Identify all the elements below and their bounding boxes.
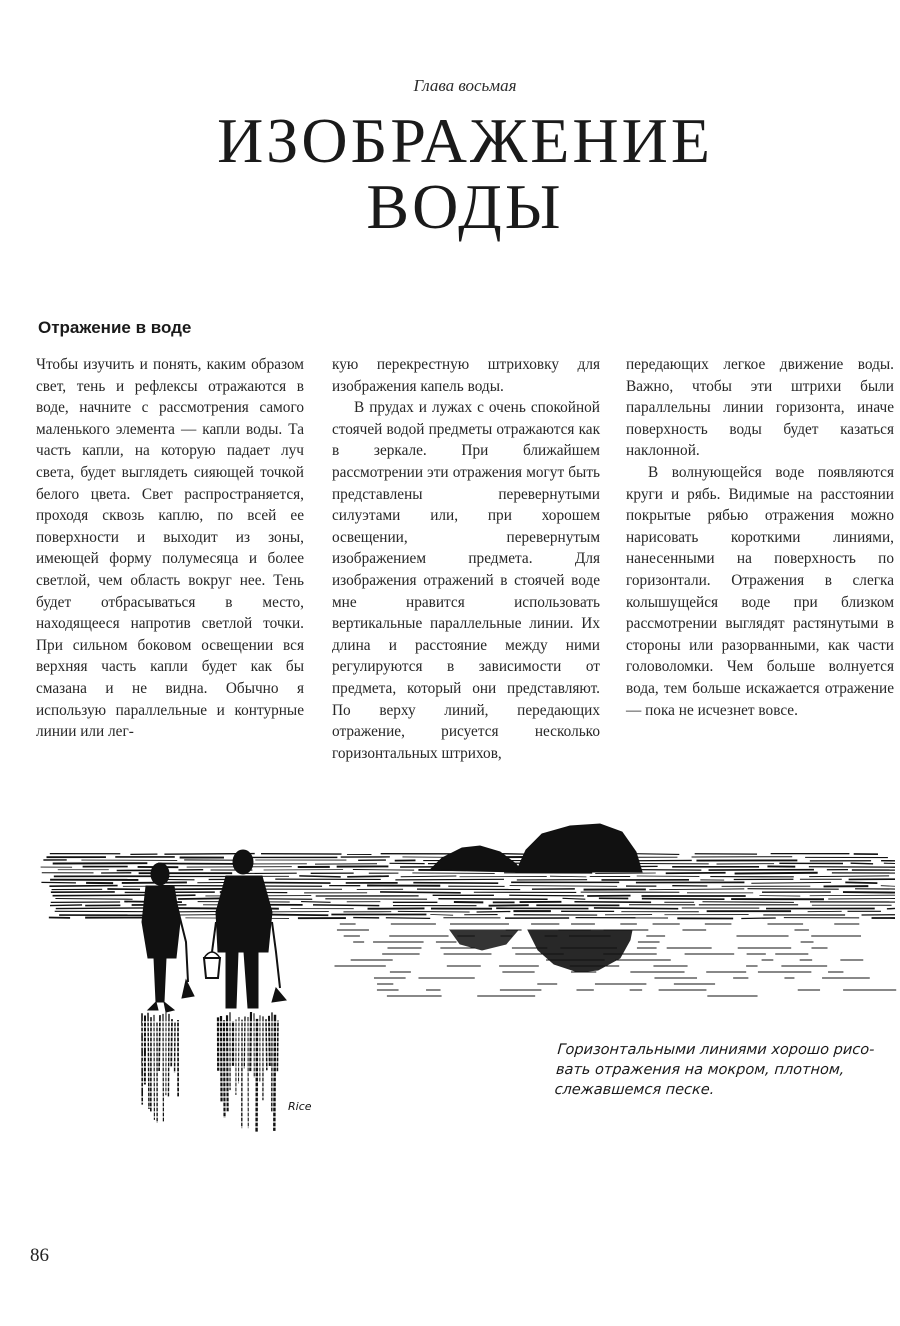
hatch-line bbox=[881, 886, 895, 887]
hatch-line bbox=[666, 873, 726, 874]
hatch-line bbox=[702, 902, 793, 903]
hatch-line bbox=[828, 899, 895, 900]
hatch-line bbox=[347, 876, 389, 877]
hatch-line bbox=[49, 886, 117, 887]
paragraph: передающих легкое движение воды. Важно, чтобы эти штрихи были параллельны линии горизонта, иначе поверхность воды будет казаться наклонной. bbox=[626, 356, 894, 460]
hatch-line bbox=[649, 889, 744, 890]
hatch-line bbox=[299, 876, 340, 877]
hatch-line bbox=[509, 895, 584, 896]
reflection-stroke bbox=[224, 1020, 225, 1117]
caption-line: вать отражения на мокром, плотном, bbox=[555, 1062, 845, 1078]
hatch-line bbox=[851, 863, 873, 864]
headland-right bbox=[516, 824, 642, 872]
reflection-stroke bbox=[159, 1015, 160, 1071]
hatch-line bbox=[412, 873, 494, 874]
bucket bbox=[204, 958, 220, 978]
hatch-line bbox=[353, 870, 414, 871]
hatch-line bbox=[751, 882, 831, 883]
chapter-title-line-1: ИЗОБРАЖЕНИЕ bbox=[217, 105, 713, 176]
hatch-line bbox=[810, 895, 895, 896]
hatch-line bbox=[642, 899, 725, 900]
figure-reflections bbox=[130, 1012, 310, 1132]
text-column-3 bbox=[626, 354, 894, 721]
hatch-line bbox=[380, 892, 461, 893]
artist-signature: Rice bbox=[288, 1100, 312, 1113]
hatch-line bbox=[395, 879, 504, 880]
hatch-line bbox=[809, 876, 889, 877]
caption-line: Горизонтальными линиями хорошо рисо- bbox=[556, 1042, 875, 1058]
hatch-line bbox=[430, 915, 453, 916]
hatch-line bbox=[50, 905, 82, 906]
illustration-caption bbox=[554, 1040, 878, 1100]
hatch-line bbox=[55, 898, 132, 899]
hatch-line bbox=[398, 911, 470, 912]
hatch-line bbox=[550, 876, 586, 877]
paragraph: В волнующейся воде появляются круги и рябь. Видимые на расстоянии покрытые рябью отражения можно нарисовать короткими линиями, нанесенными на поверхность по горизонтали. Отражения в слегка колышущейся воде при близком рассмотрении выглядят растянутыми в стороны или разорванными, как части головоломки. Чем больше волнуется вода, тем больше искажается отражение — пока не исчезнет вовсе. bbox=[626, 463, 894, 719]
text-column-1 bbox=[36, 354, 304, 743]
hatch-line bbox=[563, 898, 586, 899]
hatch-line bbox=[53, 895, 148, 896]
reflection-stroke bbox=[277, 1020, 278, 1071]
chapter-label: Глава восьмая bbox=[413, 76, 517, 95]
hatch-line bbox=[313, 905, 379, 906]
hatch-line bbox=[438, 899, 547, 900]
headland-reflection bbox=[450, 930, 518, 950]
caption-line: слежавшемся песке. bbox=[554, 1082, 715, 1098]
hatch-line bbox=[735, 873, 818, 874]
reflection-stroke bbox=[269, 1016, 270, 1066]
hatch-line bbox=[489, 905, 529, 906]
paragraph: Чтобы изучить и понять, каким образом свет, тень и рефлексы отражаются в воде, начните с рассмотрения самого маленького элемента — капли воды. Та часть капли, на которую падает луч света, будет выглядеть сияющей точкой белого цвета. Свет распространяется, проходя сквозь каплю, по всей ее поверхности и выходит из зоны, имеющей форму полумесяца и более светлой, чем область вокруг нее. Тень будет отбрасываться в место, находящееся напротив светлой точки. При сильном боковом освещении вся верхняя часть капли будет как бы смазана и не видна. Обычно я использую параллельные и контурные линии или лег- bbox=[36, 356, 304, 741]
hatch-line bbox=[401, 876, 457, 877]
beach-illustration bbox=[30, 812, 900, 1152]
paragraph: В прудах и лужах с очень спокойной стоячей водой предметы отражаются как в зеркале. При ближайшем рассмотрении эти отражения могут быть представлены перевернутыми силуэтами или, при хорошем освещении, перевернутым изображением предмета. Для изображения отражений в стоячей воде мне нравится использовать вертикальные параллельные линии. Их длина и расстояние между ними регулируются в зависимости от предмета, который они представляют. По верху линий, передающих отражение, рисуется несколько горизонтальных штрихов, bbox=[332, 399, 600, 762]
hatch-line bbox=[386, 918, 430, 919]
reflection-stroke bbox=[168, 1014, 169, 1097]
hatch-line bbox=[301, 902, 331, 903]
reflection-stroke bbox=[171, 1019, 172, 1066]
headland-left bbox=[430, 846, 522, 872]
paragraph: кую перекрестную штриховку для изображения капель воды. bbox=[332, 356, 600, 395]
hatch-line bbox=[594, 908, 678, 909]
hatch-line bbox=[845, 882, 877, 883]
hatch-line bbox=[574, 902, 651, 903]
chapter-title bbox=[0, 105, 900, 242]
hatch-line bbox=[510, 886, 618, 887]
text-column-2 bbox=[332, 354, 600, 764]
reflection-stroke bbox=[221, 1016, 222, 1102]
chapter-title-line-2: ВОДЫ bbox=[366, 171, 564, 242]
page-number: 86 bbox=[30, 1245, 49, 1266]
section-heading: Отражение в воде bbox=[38, 318, 192, 337]
